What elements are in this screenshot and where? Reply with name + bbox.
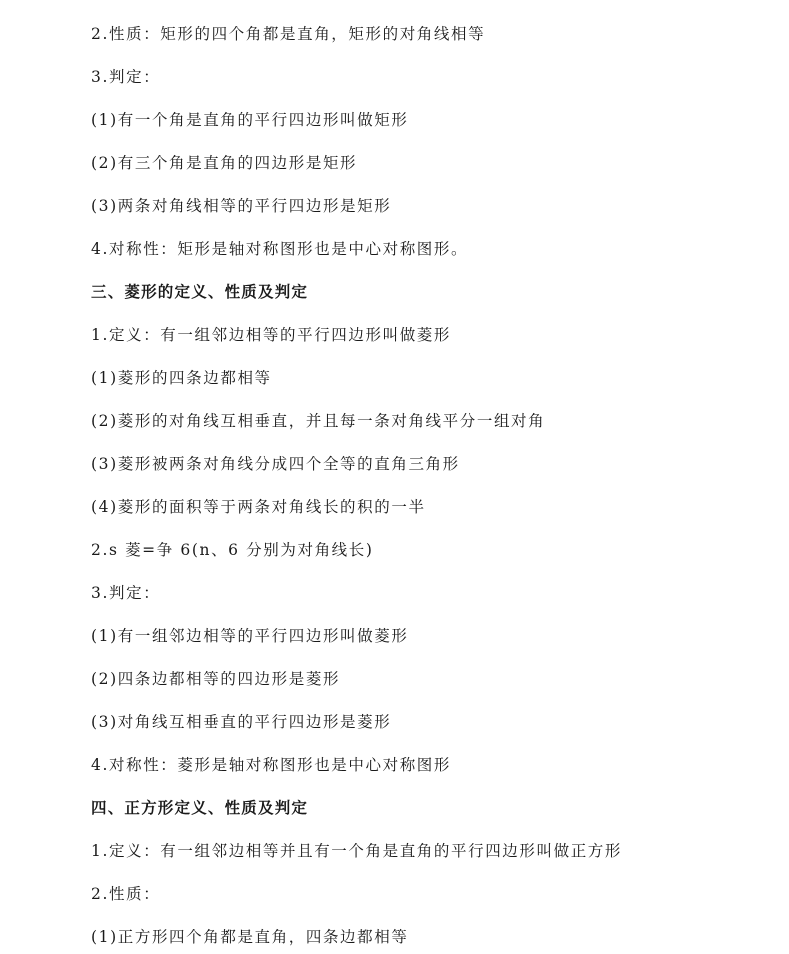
text-line: (3)两条对角线相等的平行四边形是矩形: [91, 197, 392, 215]
text-line: (2)有三个角是直角的四边形是矩形: [91, 154, 358, 172]
text-line: (3)菱形被两条对角线分成四个全等的直角三角形: [91, 455, 460, 473]
text-line: 1.定义：有一组邻边相等并且有一个角是直角的平行四边形叫做正方形: [91, 842, 622, 860]
text-line: (2)四条边都相等的四边形是菱形: [91, 670, 341, 688]
text-line: (4)菱形的面积等于两条对角线长的积的一半: [91, 498, 426, 516]
text-line: (1)有一个角是直角的平行四边形叫做矩形: [91, 111, 409, 129]
text-line: (2)菱形的对角线互相垂直，并且每一条对角线平分一组对角: [91, 412, 546, 430]
section-heading: 三、菱形的定义、性质及判定: [91, 283, 309, 301]
text-line: 3.判定：: [91, 584, 161, 602]
text-line: (1)有一组邻边相等的平行四边形叫做菱形: [91, 627, 409, 645]
text-line: 2.s 菱=争 6(n、6 分别为对角线长): [91, 541, 374, 559]
section-heading: 四、正方形定义、性质及判定: [91, 799, 309, 817]
text-line: 2.性质：矩形的四个角都是直角，矩形的对角线相等: [91, 25, 486, 43]
text-line: 1.定义：有一组邻边相等的平行四边形叫做菱形: [91, 326, 451, 344]
text-line: 3.判定：: [91, 68, 161, 86]
text-line: 4.对称性：菱形是轴对称图形也是中心对称图形: [91, 756, 451, 774]
text-line: 4.对称性：矩形是轴对称图形也是中心对称图形。: [91, 240, 469, 258]
text-line: 2.性质：: [91, 885, 161, 903]
text-line: (3)对角线互相垂直的平行四边形是菱形: [91, 713, 392, 731]
text-line: (1)菱形的四条边都相等: [91, 369, 272, 387]
text-line: (1)正方形四个角都是直角，四条边都相等: [91, 928, 409, 946]
